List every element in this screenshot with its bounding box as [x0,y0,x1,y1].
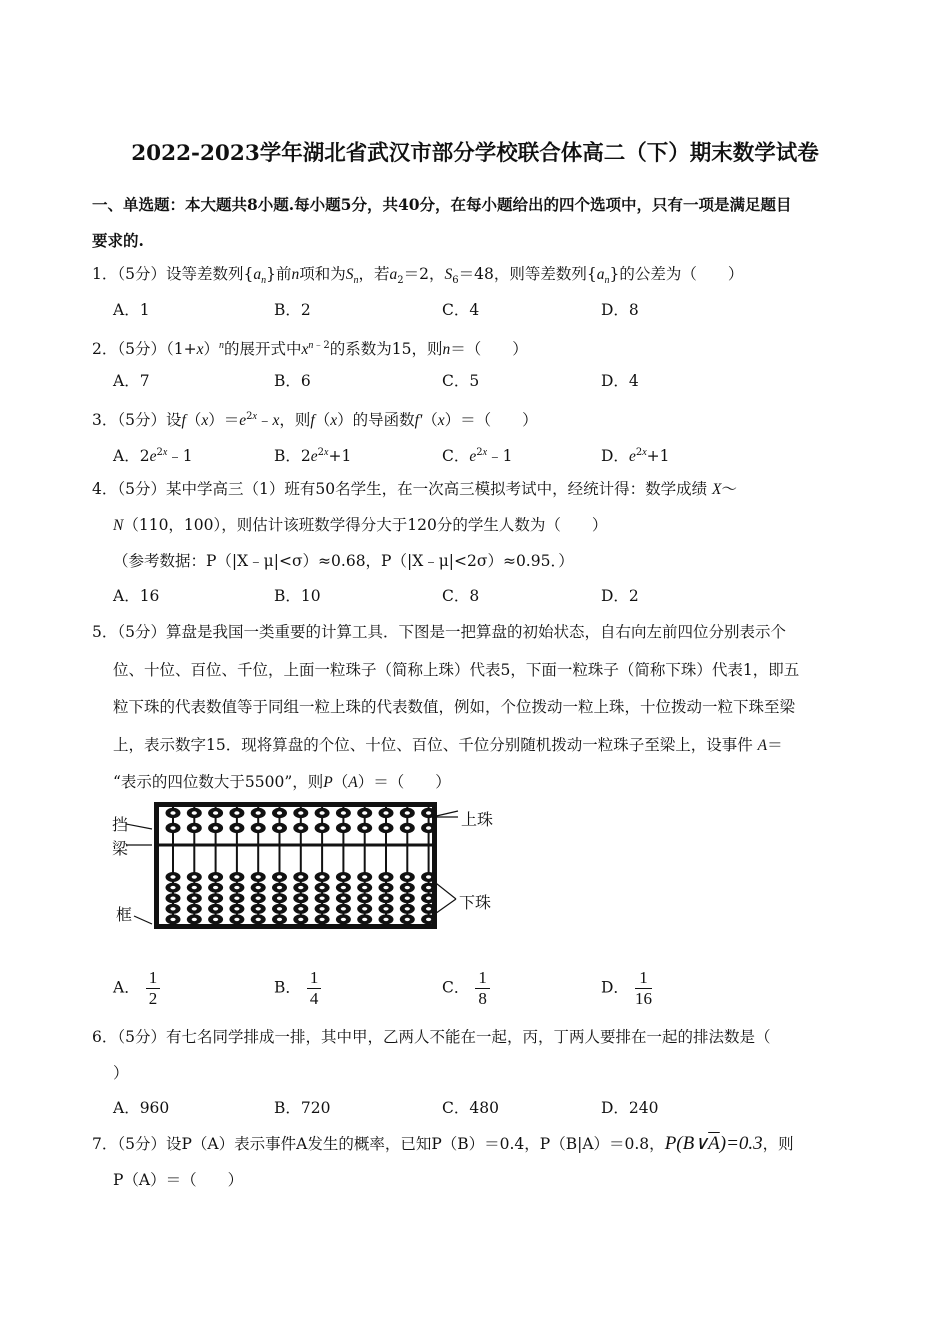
bead-hole [405,918,410,921]
bead-hole [383,886,388,889]
bead-hole [362,811,367,815]
bead-hole [192,918,197,921]
label-dang: 挡 [112,815,129,834]
page-title: 2022-2023学年湖北省武汉市部分学校联合体高二（下）期末数学试卷 [131,141,819,166]
bead-hole [341,918,346,921]
question-score: （5分） [117,265,166,283]
bead-hole [341,886,346,889]
question-6-line2: ） [113,1064,129,1082]
bead-hole [426,886,431,889]
bead-hole [213,875,218,878]
q1-option-a: A．1 [113,301,150,319]
question-4-reference: （参考数据：P（|X﹣μ|<σ）≈0.68，P（|X﹣μ|<2σ）≈0.95．） [113,552,574,570]
bead-hole [192,886,197,889]
bead-hole [320,875,325,878]
q2-option-d: D．4 [601,372,639,390]
q5-option-b: B． $\frac{1}{4}$ [274,968,321,1009]
question-1: 1．（5分）设等差数列$\{a_n\}$前n项和为$S_n$，若$a_2=2$，$S_6=48$，则等差数列$\{a_n\}$的公差为（ ） [92,265,744,287]
bead-hole [170,897,175,900]
bead-hole [320,907,325,910]
bead-hole [213,826,218,830]
bead-hole [405,826,410,830]
bead-hole [192,907,197,910]
bead-hole [298,811,303,815]
bead-hole [426,907,431,910]
bead-hole [383,875,388,878]
question-4-line1: 4．（5分）某中学高三（1）班有50名学生，在一次高三模拟考试中，经统计得：数学成绩 X～ [92,480,738,498]
q3-option-d: D．$e^{2x}+1$ [601,447,670,466]
bead-hole [277,826,282,830]
q1-option-b: B．2 [274,301,311,319]
label-upper-bead: 上珠 [461,810,494,829]
bead-hole [234,875,239,878]
bead-hole [277,811,282,815]
q6-option-d: D．240 [601,1099,659,1117]
bead-hole [383,907,388,910]
bead-hole [383,826,388,830]
q1-option-c: C．4 [442,301,480,319]
question-7-line1: 7．（5分）设P（A）表示事件A发生的概率，已知P（B）＝0.4，P（B|A）＝0.8，$P(B\vee\overline{A})=0.3$，则 [92,1133,794,1154]
bead-hole [341,875,346,878]
q4-option-a: A．16 [113,587,160,605]
q5-option-c: C． $\frac{1}{8}$ [442,968,490,1009]
bead-hole [341,811,346,815]
bead-hole [362,907,367,910]
bead-hole [320,897,325,900]
bead-hole [405,897,410,900]
bead-hole [213,811,218,815]
bead-hole [234,811,239,815]
bead-hole [298,826,303,830]
label-kuang: 框 [116,905,133,924]
bead-hole [426,875,431,878]
bead-hole [277,907,282,910]
q2-option-c: C．5 [442,372,480,390]
bead-hole [256,811,261,815]
bead-hole [192,826,197,830]
bead-hole [213,907,218,910]
question-6-line1: 6．（5分）有七名同学排成一排，其中甲，乙两人不能在一起，丙，丁两人要排在一起的排法数是（ [92,1028,771,1046]
bead-hole [192,897,197,900]
bead-hole [341,907,346,910]
question-5-line5: “表示的四位数大于5500”，则P（A）＝（ ） [113,773,451,791]
section-heading-line1: 一、单选题：本大题共8小题.每小题5分，共40分，在每小题给出的四个选项中，只有一项是满足题目 [92,195,792,214]
bead-hole [426,897,431,900]
bead-hole [170,907,175,910]
bead-hole [170,875,175,878]
bead-hole [256,918,261,921]
conditional-formula: $P(B\vee\overline{A})=0.3$ [664,1133,763,1154]
question-7-line2: P（A）＝（ ） [113,1171,244,1189]
bead-hole [426,918,431,921]
bead-hole [320,918,325,921]
bead-hole [362,875,367,878]
label-liang: 梁 [112,839,129,858]
bead-hole [405,811,410,815]
bead-hole [426,811,431,815]
bead-hole [213,897,218,900]
q4-option-c: C．8 [442,587,480,605]
q2-option-a: A．7 [113,372,150,390]
q4-option-d: D．2 [601,587,639,605]
bead-hole [234,918,239,921]
bead-hole [256,907,261,910]
bead-hole [170,826,175,830]
q3-option-b: B．$2e^{2x}+1$ [274,447,352,466]
q6-option-a: A．960 [113,1099,170,1117]
bead-hole [277,886,282,889]
q6-option-c: C．480 [442,1099,499,1117]
bead-hole [362,826,367,830]
q5-option-d: D． $\frac{1}{16}$ [601,968,652,1008]
bead-hole [298,875,303,878]
bead-hole [320,886,325,889]
q3-option-c: C．$e^{2x}﹣1$ [442,447,513,466]
bead-hole [405,875,410,878]
bead-hole [298,907,303,910]
bead-hole [277,897,282,900]
bead-hole [341,897,346,900]
section-heading-line2: 要求的. [92,231,144,250]
bead-hole [383,811,388,815]
bead-hole [298,918,303,921]
q1-option-d: D．8 [601,301,639,319]
bead-hole [256,875,261,878]
bead-hole [234,907,239,910]
abacus-drawing [112,798,512,933]
q5-option-a: A． $\frac{1}{2}$ [113,968,160,1009]
bead-hole [362,886,367,889]
question-3: 3．（5分）设$f(x)=e^{2x}﹣x$，则f（x）的导函数f'（x）＝（ ） [92,411,538,430]
label-lower-bead: 下珠 [459,893,492,912]
q4-option-b: B．10 [274,587,321,605]
bead-hole [383,918,388,921]
q3-option-a: A．$2e^{2x}﹣1$ [113,447,193,466]
bead-hole [383,897,388,900]
bead-hole [170,918,175,921]
bead-hole [170,811,175,815]
bead-hole [256,897,261,900]
bead-hole [170,886,175,889]
question-5-line3: 粒下珠的代表数值等于同组一粒上珠的代表数值，例如，个位拨动一粒上珠，十位拨动一粒下珠至梁 [113,698,796,716]
bead-hole [362,918,367,921]
bead-hole [234,897,239,900]
question-5-line4: 上，表示数字15．现将算盘的个位、十位、百位、千位分别随机拨动一粒珠子至梁上，设事件 A＝ [113,736,783,754]
question-4-line2: N（110，100），则估计该班数学得分大于120分的学生人数为（ ） [113,516,608,534]
bead-hole [405,907,410,910]
bead-hole [192,811,197,815]
bead-hole [298,886,303,889]
bead-hole [320,811,325,815]
bead-hole [341,826,346,830]
bead-hole [192,875,197,878]
bead-hole [256,826,261,830]
bead-hole [320,826,325,830]
bead-hole [277,875,282,878]
bead-hole [405,886,410,889]
bead-hole [298,897,303,900]
bead-hole [234,826,239,830]
q2-option-b: B．6 [274,372,311,390]
bead-hole [277,918,282,921]
q6-option-b: B．720 [274,1099,331,1117]
question-5-line2: 位、十位、百位、千位，上面一粒珠子（简称上珠）代表5，下面一粒珠子（简称下珠）代表1，即五 [113,661,800,679]
bead-hole [234,886,239,889]
bead-hole [256,886,261,889]
question-number: 1． [92,265,118,283]
bead-hole [213,918,218,921]
question-2: 2．（5分）$(1+x)^n$的展开式中$x^{n﹣2}$的系数为15，则n＝（ ） [92,340,528,359]
bead-hole [362,897,367,900]
bead-hole [213,886,218,889]
bead-hole [426,826,431,830]
abacus-figure [112,798,512,933]
question-5-line1: 5．（5分）算盘是我国一类重要的计算工具．下图是一把算盘的初始状态，自右向左前四位分别表示个 [92,623,787,641]
